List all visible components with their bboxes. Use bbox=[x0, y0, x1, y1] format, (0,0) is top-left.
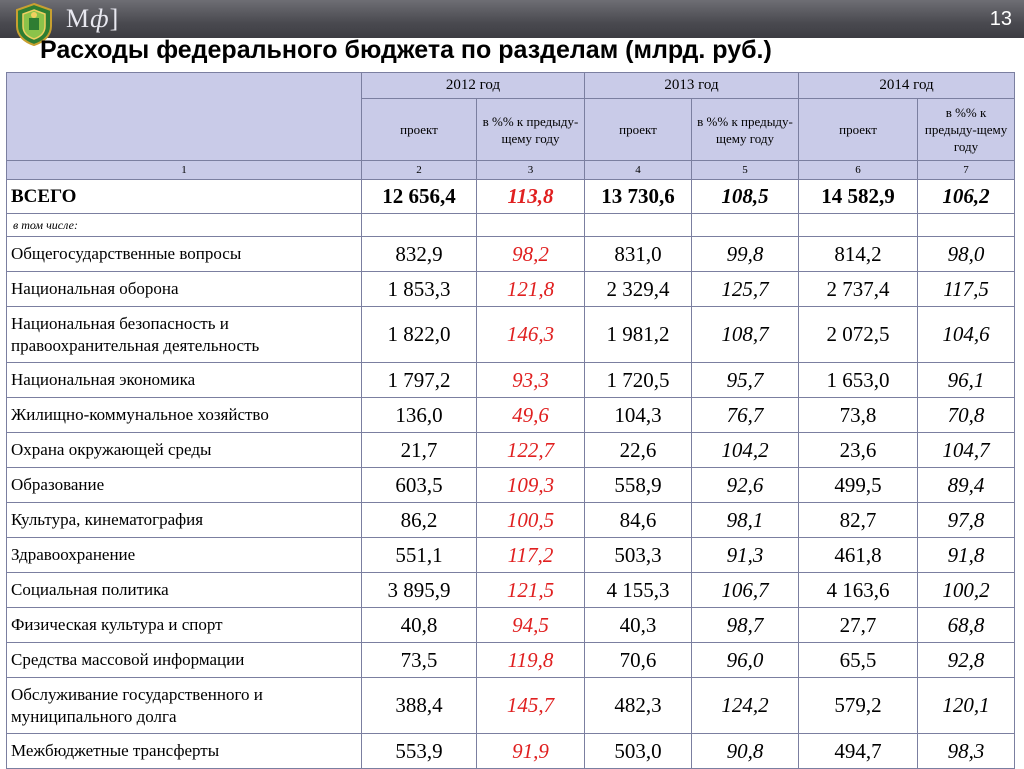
row-label: Физическая культура и спорт bbox=[7, 608, 362, 643]
percent-cell: 49,6 bbox=[477, 398, 585, 433]
percent-header: в %% к предыду-щему году bbox=[477, 99, 585, 161]
percent-cell: 104,7 bbox=[918, 433, 1015, 468]
value-cell: 1 797,2 bbox=[362, 363, 477, 398]
row-label: Здравоохранение bbox=[7, 538, 362, 573]
table-row bbox=[7, 678, 1015, 734]
percent-cell: 117,5 bbox=[918, 272, 1015, 307]
value-cell: 814,2 bbox=[799, 237, 918, 272]
table-row bbox=[7, 503, 1015, 538]
percent-cell: 96,1 bbox=[918, 363, 1015, 398]
percent-cell: 68,8 bbox=[918, 608, 1015, 643]
column-number-row bbox=[7, 161, 1015, 180]
column-number: 3 bbox=[477, 161, 585, 180]
value-cell: 4 163,6 bbox=[799, 573, 918, 608]
value-cell: 1 720,5 bbox=[585, 363, 692, 398]
percent-cell: 94,5 bbox=[477, 608, 585, 643]
table-row bbox=[7, 433, 1015, 468]
empty-cell bbox=[918, 214, 1015, 237]
value-cell: 579,2 bbox=[799, 678, 918, 734]
row-label: Социальная политика bbox=[7, 573, 362, 608]
percent-cell: 96,0 bbox=[692, 643, 799, 678]
table-row bbox=[7, 573, 1015, 608]
value-cell: 499,5 bbox=[799, 468, 918, 503]
value-cell: 2 072,5 bbox=[799, 307, 918, 363]
percent-cell: 145,7 bbox=[477, 678, 585, 734]
year-header-row bbox=[7, 73, 1015, 99]
value-cell: 21,7 bbox=[362, 433, 477, 468]
year-2013-header: 2013 год bbox=[585, 73, 799, 99]
value-cell: 73,8 bbox=[799, 398, 918, 433]
percent-cell: 89,4 bbox=[918, 468, 1015, 503]
value-cell: 494,7 bbox=[799, 734, 918, 769]
percent-cell: 70,8 bbox=[918, 398, 1015, 433]
percent-cell: 91,9 bbox=[477, 734, 585, 769]
value-cell: 40,8 bbox=[362, 608, 477, 643]
value-cell: 86,2 bbox=[362, 503, 477, 538]
value-cell: 1 853,3 bbox=[362, 272, 477, 307]
percent-cell: 106,2 bbox=[918, 180, 1015, 214]
table-row bbox=[7, 643, 1015, 678]
percent-cell: 146,3 bbox=[477, 307, 585, 363]
percent-cell: 98,2 bbox=[477, 237, 585, 272]
value-cell: 40,3 bbox=[585, 608, 692, 643]
row-label: Общегосударственные вопросы bbox=[7, 237, 362, 272]
percent-cell: 93,3 bbox=[477, 363, 585, 398]
percent-cell: 106,7 bbox=[692, 573, 799, 608]
value-cell: 65,5 bbox=[799, 643, 918, 678]
percent-cell: 92,6 bbox=[692, 468, 799, 503]
value-cell: 503,3 bbox=[585, 538, 692, 573]
value-cell: 70,6 bbox=[585, 643, 692, 678]
value-cell: 1 653,0 bbox=[799, 363, 918, 398]
value-cell: 27,7 bbox=[799, 608, 918, 643]
percent-cell: 91,8 bbox=[918, 538, 1015, 573]
row-label: Жилищно-коммунальное хозяйство bbox=[7, 398, 362, 433]
column-number: 4 bbox=[585, 161, 692, 180]
row-label: Средства массовой информации bbox=[7, 643, 362, 678]
value-cell: 73,5 bbox=[362, 643, 477, 678]
percent-cell: 121,8 bbox=[477, 272, 585, 307]
percent-cell: 113,8 bbox=[477, 180, 585, 214]
row-label: Культура, кинематография bbox=[7, 503, 362, 538]
year-2012-header: 2012 год bbox=[362, 73, 585, 99]
percent-header: в %% к предыду-щему году bbox=[692, 99, 799, 161]
percent-cell: 76,7 bbox=[692, 398, 799, 433]
including-row bbox=[7, 214, 1015, 237]
empty-cell bbox=[362, 214, 477, 237]
table-row bbox=[7, 468, 1015, 503]
value-cell: 551,1 bbox=[362, 538, 477, 573]
page-title: Расходы федерального бюджета по разделам (млрд. руб.) bbox=[40, 36, 772, 64]
value-cell: 82,7 bbox=[799, 503, 918, 538]
top-bar bbox=[0, 0, 1024, 38]
percent-cell: 108,5 bbox=[692, 180, 799, 214]
brand-wordmark: Мф] bbox=[66, 4, 120, 33]
percent-cell: 90,8 bbox=[692, 734, 799, 769]
value-cell: 553,9 bbox=[362, 734, 477, 769]
value-cell: 1 981,2 bbox=[585, 307, 692, 363]
percent-cell: 98,7 bbox=[692, 608, 799, 643]
column-number: 6 bbox=[799, 161, 918, 180]
total-label: ВСЕГО bbox=[7, 180, 362, 214]
empty-cell bbox=[692, 214, 799, 237]
row-label: Национальная оборона bbox=[7, 272, 362, 307]
value-cell: 503,0 bbox=[585, 734, 692, 769]
percent-cell: 99,8 bbox=[692, 237, 799, 272]
project-header: проект bbox=[585, 99, 692, 161]
column-number: 2 bbox=[362, 161, 477, 180]
value-cell: 136,0 bbox=[362, 398, 477, 433]
data-rows bbox=[7, 237, 1015, 769]
percent-cell: 125,7 bbox=[692, 272, 799, 307]
header-label-cell bbox=[7, 73, 362, 161]
percent-cell: 98,0 bbox=[918, 237, 1015, 272]
percent-cell: 95,7 bbox=[692, 363, 799, 398]
row-label: Национальная экономика bbox=[7, 363, 362, 398]
percent-cell: 124,2 bbox=[692, 678, 799, 734]
percent-cell: 108,7 bbox=[692, 307, 799, 363]
project-header: проект bbox=[799, 99, 918, 161]
percent-cell: 98,3 bbox=[918, 734, 1015, 769]
percent-cell: 104,6 bbox=[918, 307, 1015, 363]
percent-cell: 104,2 bbox=[692, 433, 799, 468]
project-header: проект bbox=[362, 99, 477, 161]
table-row bbox=[7, 272, 1015, 307]
year-2014-header: 2014 год bbox=[799, 73, 1015, 99]
table-row bbox=[7, 608, 1015, 643]
table-row bbox=[7, 398, 1015, 433]
value-cell: 104,3 bbox=[585, 398, 692, 433]
value-cell: 603,5 bbox=[362, 468, 477, 503]
empty-cell bbox=[477, 214, 585, 237]
value-cell: 23,6 bbox=[799, 433, 918, 468]
percent-cell: 121,5 bbox=[477, 573, 585, 608]
value-cell: 1 822,0 bbox=[362, 307, 477, 363]
percent-cell: 120,1 bbox=[918, 678, 1015, 734]
percent-cell: 122,7 bbox=[477, 433, 585, 468]
value-cell: 4 155,3 bbox=[585, 573, 692, 608]
percent-cell: 117,2 bbox=[477, 538, 585, 573]
value-cell: 482,3 bbox=[585, 678, 692, 734]
table-row bbox=[7, 237, 1015, 272]
value-cell: 13 730,6 bbox=[585, 180, 692, 214]
table-row bbox=[7, 538, 1015, 573]
percent-cell: 92,8 bbox=[918, 643, 1015, 678]
budget-table bbox=[6, 72, 1015, 769]
column-number: 1 bbox=[7, 161, 362, 180]
percent-cell: 109,3 bbox=[477, 468, 585, 503]
value-cell: 14 582,9 bbox=[799, 180, 918, 214]
value-cell: 2 329,4 bbox=[585, 272, 692, 307]
value-cell: 12 656,4 bbox=[362, 180, 477, 214]
value-cell: 22,6 bbox=[585, 433, 692, 468]
page-number: 13 bbox=[989, 8, 1012, 30]
value-cell: 558,9 bbox=[585, 468, 692, 503]
percent-cell: 97,8 bbox=[918, 503, 1015, 538]
row-label: Межбюджетные трансферты bbox=[7, 734, 362, 769]
row-label: Образование bbox=[7, 468, 362, 503]
value-cell: 831,0 bbox=[585, 237, 692, 272]
empty-cell bbox=[585, 214, 692, 237]
column-number: 5 bbox=[692, 161, 799, 180]
empty-cell bbox=[799, 214, 918, 237]
total-row bbox=[7, 180, 1015, 214]
table-row bbox=[7, 307, 1015, 363]
value-cell: 832,9 bbox=[362, 237, 477, 272]
value-cell: 84,6 bbox=[585, 503, 692, 538]
row-label: Охрана окружающей среды bbox=[7, 433, 362, 468]
percent-cell: 100,5 bbox=[477, 503, 585, 538]
percent-cell: 119,8 bbox=[477, 643, 585, 678]
row-label: Обслуживание государственного и муниципального долга bbox=[7, 678, 362, 734]
table-row bbox=[7, 363, 1015, 398]
value-cell: 2 737,4 bbox=[799, 272, 918, 307]
value-cell: 461,8 bbox=[799, 538, 918, 573]
value-cell: 388,4 bbox=[362, 678, 477, 734]
row-label: Национальная безопасность и правоохранительная деятельность bbox=[7, 307, 362, 363]
table-row bbox=[7, 734, 1015, 769]
percent-cell: 100,2 bbox=[918, 573, 1015, 608]
column-number: 7 bbox=[918, 161, 1015, 180]
including-label: в том числе: bbox=[7, 214, 362, 237]
percent-cell: 98,1 bbox=[692, 503, 799, 538]
value-cell: 3 895,9 bbox=[362, 573, 477, 608]
percent-cell: 91,3 bbox=[692, 538, 799, 573]
percent-header: в %% к предыду-щему году bbox=[918, 99, 1015, 161]
